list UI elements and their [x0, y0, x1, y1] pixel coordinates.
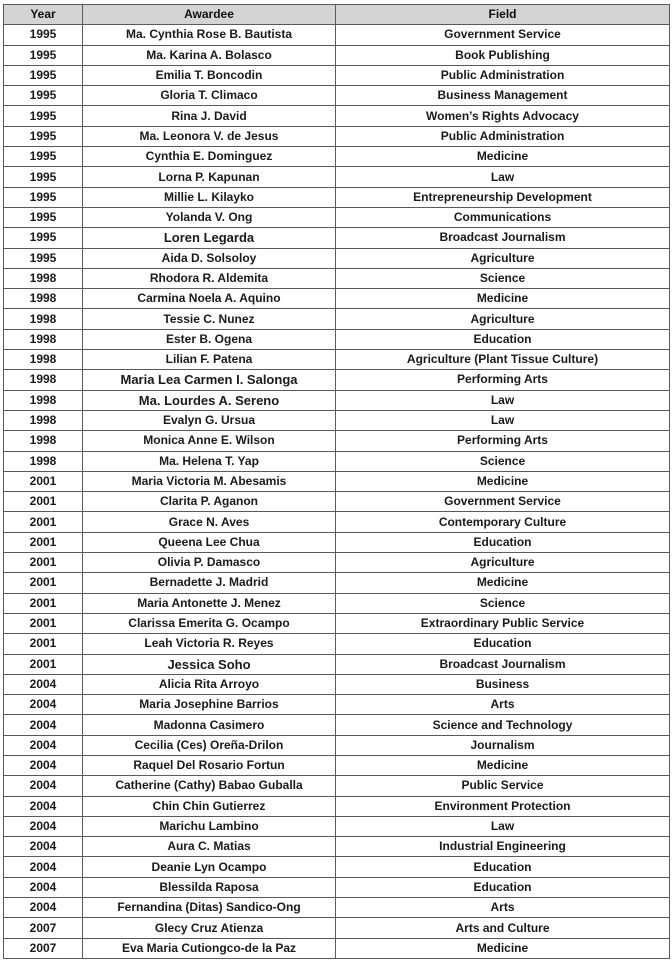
table-row [4, 25, 670, 45]
table-row [4, 877, 670, 897]
year-cell: 2004 [4, 857, 83, 877]
awardee-cell: Maria Antonette J. Menez [83, 593, 336, 613]
year-cell: 1998 [4, 309, 83, 329]
field-cell: Agriculture [336, 248, 670, 268]
year-cell: 2004 [4, 695, 83, 715]
table-row [4, 634, 670, 654]
field-cell: Journalism [336, 735, 670, 755]
field-cell: Education [336, 877, 670, 897]
awardee-cell: Olivia P. Damasco [83, 553, 336, 573]
awardee-cell: Lorna P. Kapunan [83, 167, 336, 187]
year-cell: 1998 [4, 431, 83, 451]
awardee-cell: Madonna Casimero [83, 715, 336, 735]
table-row [4, 593, 670, 613]
year-cell: 2001 [4, 573, 83, 593]
table-row [4, 268, 670, 288]
table-row [4, 532, 670, 552]
year-cell: 2004 [4, 816, 83, 836]
awardee-cell: Ester B. Ogena [83, 329, 336, 349]
table-row [4, 613, 670, 633]
awardee-cell: Ma. Lourdes A. Sereno [83, 390, 336, 410]
table-row [4, 471, 670, 491]
field-cell: Extraordinary Public Service [336, 613, 670, 633]
table-row [4, 309, 670, 329]
awardee-cell: Fernandina (Ditas) Sandico-Ong [83, 898, 336, 918]
table-row [4, 695, 670, 715]
awardee-cell: Eva Maria Cutiongco-de la Paz [83, 938, 336, 958]
table-row [4, 654, 670, 674]
year-cell: 2004 [4, 877, 83, 897]
table-row [4, 45, 670, 65]
year-cell: 1998 [4, 289, 83, 309]
table-row [4, 187, 670, 207]
year-cell: 1995 [4, 65, 83, 85]
awardee-cell: Alicia Rita Arroyo [83, 674, 336, 694]
awardee-cell: Rhodora R. Aldemita [83, 268, 336, 288]
year-cell: 1995 [4, 106, 83, 126]
field-cell: Medicine [336, 471, 670, 491]
awardee-cell: Bernadette J. Madrid [83, 573, 336, 593]
awardee-cell: Monica Anne E. Wilson [83, 431, 336, 451]
awardee-cell: Marichu Lambino [83, 816, 336, 836]
field-cell: Agriculture [336, 553, 670, 573]
awardee-cell: Ma. Leonora V. de Jesus [83, 126, 336, 146]
awardee-cell: Ma. Cynthia Rose B. Bautista [83, 25, 336, 45]
year-cell: 2001 [4, 593, 83, 613]
header-row [4, 5, 670, 25]
field-cell: Medicine [336, 289, 670, 309]
awardee-cell: Millie L. Kilayko [83, 187, 336, 207]
awardee-cell: Clarissa Emerita G. Ocampo [83, 613, 336, 633]
awardee-cell: Rina J. David [83, 106, 336, 126]
awardees-table [3, 4, 670, 959]
awardee-cell: Ma. Helena T. Yap [83, 451, 336, 471]
table-row [4, 837, 670, 857]
year-cell: 2004 [4, 755, 83, 775]
awardee-cell: Carmina Noela A. Aquino [83, 289, 336, 309]
awardee-cell: Leah Victoria R. Reyes [83, 634, 336, 654]
year-cell: 1995 [4, 228, 83, 248]
field-cell: Communications [336, 207, 670, 227]
table-row [4, 674, 670, 694]
table-row [4, 147, 670, 167]
awardee-cell: Maria Victoria M. Abesamis [83, 471, 336, 491]
year-cell: 1995 [4, 167, 83, 187]
year-cell: 1995 [4, 187, 83, 207]
field-cell: Science [336, 451, 670, 471]
field-cell: Performing Arts [336, 370, 670, 390]
year-cell: 1998 [4, 451, 83, 471]
table-row [4, 390, 670, 410]
year-cell: 1998 [4, 329, 83, 349]
awardee-cell: Maria Josephine Barrios [83, 695, 336, 715]
table-row [4, 329, 670, 349]
table-row [4, 106, 670, 126]
awardee-cell: Clarita P. Aganon [83, 492, 336, 512]
field-cell: Environment Protection [336, 796, 670, 816]
field-column-header: Field [336, 5, 670, 25]
field-cell: Business Management [336, 86, 670, 106]
table-row [4, 350, 670, 370]
year-cell: 2004 [4, 776, 83, 796]
field-cell: Industrial Engineering [336, 837, 670, 857]
awardee-cell: Emilia T. Boncodin [83, 65, 336, 85]
table-row [4, 228, 670, 248]
table-row [4, 492, 670, 512]
field-cell: Medicine [336, 755, 670, 775]
field-cell: Performing Arts [336, 431, 670, 451]
table-row [4, 289, 670, 309]
field-cell: Education [336, 857, 670, 877]
awardee-cell: Cynthia E. Dominguez [83, 147, 336, 167]
year-cell: 2001 [4, 634, 83, 654]
table-row [4, 126, 670, 146]
table-row [4, 410, 670, 430]
field-cell: Education [336, 329, 670, 349]
awardee-cell: Grace N. Aves [83, 512, 336, 532]
table-body [4, 25, 670, 959]
table-row [4, 796, 670, 816]
table-row [4, 553, 670, 573]
year-cell: 2004 [4, 674, 83, 694]
awardee-cell: Evalyn G. Ursua [83, 410, 336, 430]
table-row [4, 65, 670, 85]
field-cell: Law [336, 167, 670, 187]
field-cell: Broadcast Journalism [336, 228, 670, 248]
field-cell: Arts [336, 898, 670, 918]
year-cell: 2004 [4, 715, 83, 735]
year-cell: 1998 [4, 370, 83, 390]
field-cell: Law [336, 816, 670, 836]
awardee-cell: Chin Chin Gutierrez [83, 796, 336, 816]
year-cell: 2007 [4, 918, 83, 938]
year-cell: 2004 [4, 837, 83, 857]
field-cell: Entrepreneurship Development [336, 187, 670, 207]
field-cell: Contemporary Culture [336, 512, 670, 532]
table-row [4, 715, 670, 735]
field-cell: Women’s Rights Advocacy [336, 106, 670, 126]
awardee-cell: Queena Lee Chua [83, 532, 336, 552]
awardee-cell: Deanie Lyn Ocampo [83, 857, 336, 877]
table-row [4, 167, 670, 187]
year-cell: 1995 [4, 207, 83, 227]
table-row [4, 431, 670, 451]
field-cell: Agriculture [336, 309, 670, 329]
year-cell: 2001 [4, 553, 83, 573]
year-cell: 2004 [4, 898, 83, 918]
year-cell: 2007 [4, 938, 83, 958]
table-row [4, 512, 670, 532]
awardee-cell: Maria Lea Carmen I. Salonga [83, 370, 336, 390]
field-cell: Medicine [336, 573, 670, 593]
field-cell: Agriculture (Plant Tissue Culture) [336, 350, 670, 370]
year-cell: 2004 [4, 735, 83, 755]
field-cell: Business [336, 674, 670, 694]
table-row [4, 370, 670, 390]
table-row [4, 938, 670, 958]
field-cell: Education [336, 634, 670, 654]
awardee-cell: Tessie C. Nunez [83, 309, 336, 329]
awardee-cell: Catherine (Cathy) Babao Guballa [83, 776, 336, 796]
field-cell: Broadcast Journalism [336, 654, 670, 674]
field-cell: Public Administration [336, 126, 670, 146]
table-row [4, 86, 670, 106]
year-cell: 1998 [4, 268, 83, 288]
field-cell: Education [336, 532, 670, 552]
table-row [4, 248, 670, 268]
year-cell: 2001 [4, 492, 83, 512]
table-row [4, 573, 670, 593]
table-row [4, 857, 670, 877]
field-cell: Government Service [336, 492, 670, 512]
year-cell: 2001 [4, 471, 83, 491]
field-cell: Arts and Culture [336, 918, 670, 938]
year-cell: 1998 [4, 350, 83, 370]
awardee-cell: Cecilia (Ces) Oreña-Drilon [83, 735, 336, 755]
year-cell: 1995 [4, 86, 83, 106]
awardee-cell: Lilian F. Patena [83, 350, 336, 370]
field-cell: Science [336, 268, 670, 288]
year-cell: 1995 [4, 45, 83, 65]
field-cell: Book Publishing [336, 45, 670, 65]
awardee-cell: Aida D. Solsoloy [83, 248, 336, 268]
year-column-header: Year [4, 5, 83, 25]
field-cell: Medicine [336, 147, 670, 167]
table-row [4, 735, 670, 755]
field-cell: Science and Technology [336, 715, 670, 735]
year-cell: 2001 [4, 654, 83, 674]
year-cell: 1998 [4, 390, 83, 410]
year-cell: 1995 [4, 248, 83, 268]
year-cell: 1995 [4, 25, 83, 45]
table-row [4, 918, 670, 938]
year-cell: 1995 [4, 147, 83, 167]
field-cell: Medicine [336, 938, 670, 958]
awardee-cell: Loren Legarda [83, 228, 336, 248]
awardee-cell: Ma. Karina A. Bolasco [83, 45, 336, 65]
field-cell: Science [336, 593, 670, 613]
field-cell: Law [336, 410, 670, 430]
table-row [4, 207, 670, 227]
awardee-cell: Blessilda Raposa [83, 877, 336, 897]
table-row [4, 755, 670, 775]
year-cell: 2001 [4, 613, 83, 633]
field-cell: Government Service [336, 25, 670, 45]
year-cell: 2001 [4, 532, 83, 552]
awardee-cell: Raquel Del Rosario Fortun [83, 755, 336, 775]
table-row [4, 898, 670, 918]
field-cell: Arts [336, 695, 670, 715]
awardee-cell: Glecy Cruz Atienza [83, 918, 336, 938]
table-header [4, 5, 670, 25]
table-row [4, 816, 670, 836]
year-cell: 1995 [4, 126, 83, 146]
field-cell: Public Administration [336, 65, 670, 85]
awardee-column-header: Awardee [83, 5, 336, 25]
awardee-cell: Aura C. Matias [83, 837, 336, 857]
awardee-cell: Yolanda V. Ong [83, 207, 336, 227]
year-cell: 1998 [4, 410, 83, 430]
field-cell: Law [336, 390, 670, 410]
year-cell: 2004 [4, 796, 83, 816]
year-cell: 2001 [4, 512, 83, 532]
awardee-cell: Jessica Soho [83, 654, 336, 674]
awardee-cell: Gloria T. Climaco [83, 86, 336, 106]
table-row [4, 776, 670, 796]
table-row [4, 451, 670, 471]
field-cell: Public Service [336, 776, 670, 796]
